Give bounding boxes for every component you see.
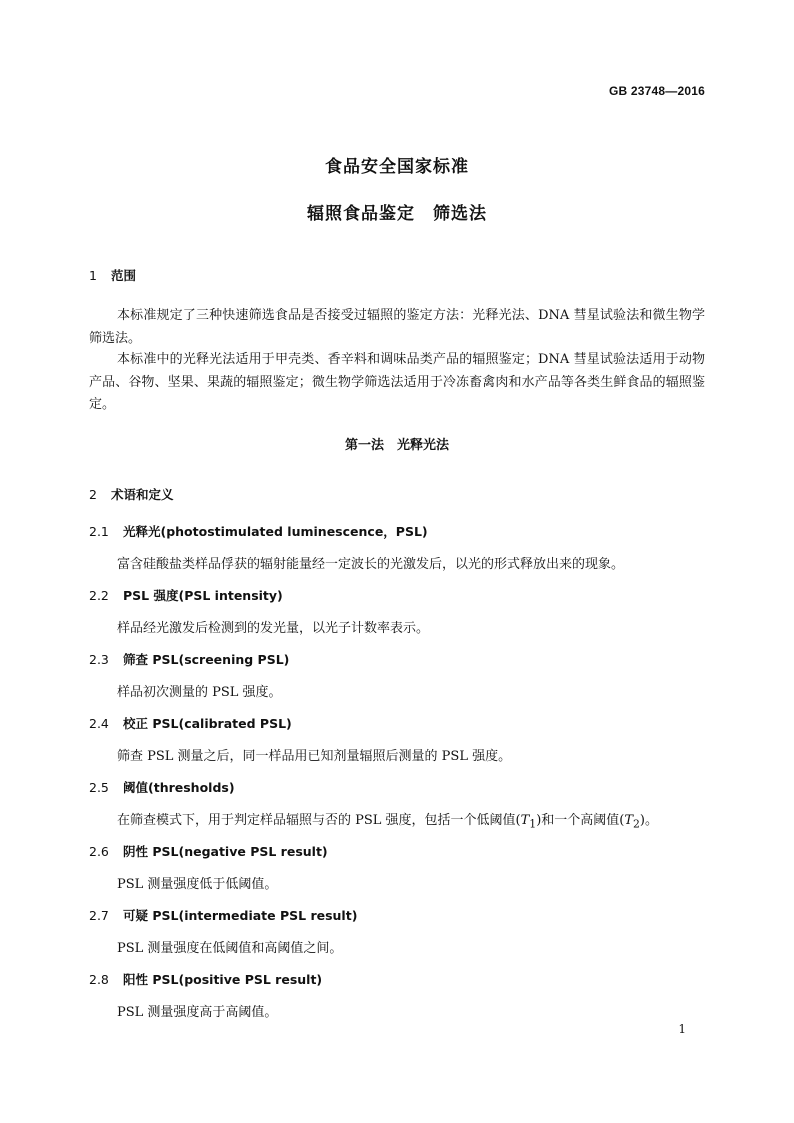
section-heading-terms: [89, 485, 174, 503]
document-title: 食品安全国家标准: [325, 157, 469, 177]
scope-paragraph-1: 本标准规定了三种快速筛选食品是否接受过辐照的鉴定方法：光释光法、DNA 彗星试验法和微生物学筛选法。: [89, 308, 705, 346]
symbol-t: T: [520, 813, 530, 828]
term-name: 可疑 PSL(intermediate PSL result): [123, 908, 358, 923]
term-heading: [89, 586, 283, 604]
section-number: 1: [89, 268, 97, 283]
term-name: 阳性 PSL(positive PSL result): [123, 972, 323, 987]
term-name: PSL 强度(PSL intensity): [123, 588, 283, 603]
term-heading: [89, 778, 235, 796]
term-heading: [89, 714, 292, 732]
term-number: 2.5: [89, 780, 109, 795]
page-number: 1: [678, 1022, 686, 1036]
term-definition: PSL 测量强度低于低阈值。: [117, 877, 278, 892]
method-heading: 第一法 光释光法: [344, 438, 449, 453]
definition-text: )。: [639, 813, 658, 828]
term-definition: PSL 测量强度高于高阈值。: [117, 1005, 278, 1020]
term-definition: PSL 测量强度在低阈值和高阈值之间。: [117, 941, 343, 956]
document-subtitle: 辐照食品鉴定 筛选法: [307, 204, 487, 224]
section-title: 范围: [111, 268, 137, 283]
term-number: 2.1: [89, 524, 109, 539]
section-number: 2: [89, 487, 97, 502]
term-name: 校正 PSL(calibrated PSL): [123, 716, 292, 731]
term-name: 阈值(thresholds): [123, 780, 235, 795]
section-title: 术语和定义: [111, 487, 174, 502]
term-number: 2.2: [89, 588, 109, 603]
term-definition: 富含硅酸盐类样品俘获的辐射能量经一定波长的光激发后，以光的形式释放出来的现象。: [117, 557, 625, 572]
symbol-t: T: [624, 813, 634, 828]
standard-number: GB 23748—2016: [609, 84, 705, 98]
term-name: 筛查 PSL(screening PSL): [123, 652, 290, 667]
term-name: 阴性 PSL(negative PSL result): [123, 844, 328, 859]
term-number: 2.6: [89, 844, 109, 859]
term-number: 2.7: [89, 908, 109, 923]
term-definition: 样品经光激发后检测到的发光量，以光子计数率表示。: [117, 621, 430, 636]
term-heading: [89, 842, 328, 860]
term-number: 2.3: [89, 652, 109, 667]
term-heading: [89, 906, 357, 924]
term-heading: [89, 650, 289, 668]
definition-text: )和一个高阈值(: [536, 813, 625, 828]
scope-paragraph-2: 本标准中的光释光法适用于甲壳类、香辛料和调味品类产品的辐照鉴定；DNA 彗星试验法适用于动物产品、谷物、坚果、果蔬的辐照鉴定；微生物学筛选法适用于冷冻畜禽肉和水产品等各类生鲜食品的辐照鉴定。: [89, 352, 705, 412]
term-number: 2.4: [89, 716, 109, 731]
term-definition: 筛查 PSL 测量之后，同一样品用已知剂量辐照后测量的 PSL 强度。: [117, 749, 512, 764]
term-name: 光释光(photostimulated luminescence，PSL): [123, 524, 428, 539]
section-heading-scope: [89, 266, 136, 284]
term-heading: [89, 970, 322, 988]
term-number: 2.8: [89, 972, 109, 987]
subscript: 2: [633, 817, 640, 831]
term-definition: [117, 809, 707, 831]
term-definition: 样品初次测量的 PSL 强度。: [117, 685, 282, 700]
subscript: 1: [529, 817, 537, 831]
term-heading: [89, 522, 428, 540]
definition-text: 在筛查模式下，用于判定样品辐照与否的 PSL 强度，包括一个低阈值(: [117, 813, 521, 828]
